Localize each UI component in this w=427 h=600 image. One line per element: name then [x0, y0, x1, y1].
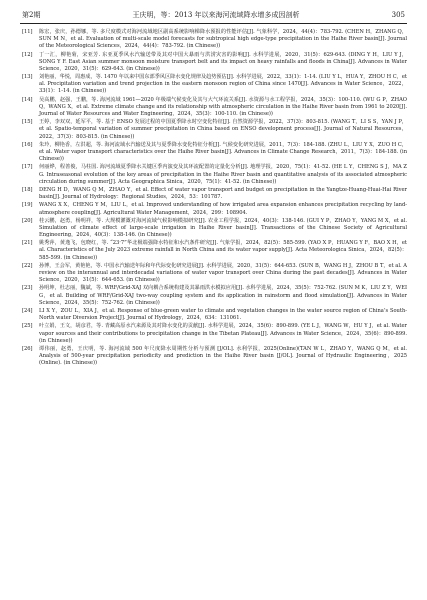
- issue-number: 第2期: [22, 11, 41, 19]
- reference-text: LI X Y，ZOU L，XIA J，et al. Response of blue-green water to climate and vegetation changes in the water source region of China’s South-North water Diversion Project[J]. Journal of Hydrology，2024，634：131061.: [39, 308, 407, 322]
- reference-entry: [20, 323, 407, 344]
- reference-list: [20, 29, 407, 367]
- reference-text: 孙博，王会军，黄艳艳，等. 中国水汽输送年际和年代际变化研究进展[J]. 水科学进展，2020，31(5)：644-653. (SUN B，WANG H J，ZHOU B T，et al. A review on the interannual and interdecadal variations of water vapor transport over China during the past decades[J]. Advances in Water Science，2020，31(5)：644-653. (in Chinese)): [39, 262, 407, 284]
- page-header: [20, 11, 407, 24]
- reference-text: 桂云鹏，赵勇，杨明祥，等. 大规模灌溉对海河流域气候影响模拟研究[J]. 农业工程学报，2024，40(3)：138-146. (GUI Y P，ZHAO Y，YANG M X，et al. Simulation of climate effect of large-scale irrigation in Haihe River basin[J]. Transactions of the Chinese Society of Agricultural Engineering，2024，40(3)：138-146. (in Chinese)): [39, 217, 407, 239]
- reference-number: [23]: [22, 285, 33, 292]
- reference-text: DENG H D，WANG Q M，ZHAO Y，et al. Effect of water vapor transport and budget on precipitation in the Yangtze-Huang-Huai-Hai River basin[J]. Journal of Hydrology：Regional Studies，2024，53：101787.: [39, 186, 407, 201]
- reference-entry: [20, 97, 407, 118]
- reference-text: 姚秀萍，黄逸飞，包晓红，等. “23·7”华北极端强降水特征和水汽条件研究[J]. 气象学报，2024，82(5)：585-599. (YAO X P，HUANG Y F，BAO X H，et al. Characteristics of the July 2023 extreme rainfall in North China and its water vapor supply[J]. Acta Meteorologica Sinica，2024，82(5)：585-599. (in Chinese)): [39, 240, 407, 261]
- reference-text: 何丽烨，程善俊，马柱国. 海河流域夏季降水关键区季内演变及其环流配置的定量化分析[J]. 地理学报，2020，75(1)：41-52. (HE L Y，CHENG S J，MA Z G. Intraseasonal evolution of the key areas of precipitation in the Haihe River basin and quantitative analysis of its associated atmospheric circulation during summer[J]. Acta Geographica Sinica，2020，75(1)：41-52. (in Chinese)): [39, 164, 407, 185]
- running-title: 王庆明，等：2013 年以来海河流域降水增多成因剖析: [132, 11, 300, 19]
- reference-number: [25]: [22, 323, 33, 330]
- reference-number: [13]: [22, 74, 33, 81]
- reference-text: 谭伟丽，赵勇，王庆明，等. 海河流域 500 年尺度降水周期性分析与预测 [J/OL]. 水利学报，2025(Online)(TAN W L，ZHAO Y，WANG Q M，et al. Analysis of 500-year precipitation periodicity and prediction in the Haihe River basin [J/OL]. Journal of Hydraulic Engineering，2025 (Online). (in Chinese)): [39, 345, 407, 367]
- reference-number: [22]: [22, 262, 33, 269]
- reference-entry: [20, 142, 407, 163]
- reference-entry: [20, 285, 407, 306]
- reference-text: 吴高鹏，赵强，王鹏，等. 海河流域 1961—2020 年极端气候变化及其与大气环流关系[J]. 水资源与水工程学报，2024，35(3)：100-110. (WU G P，ZHAO Q，WANG X，et al. Extreme climate change and its relationship with atmospheric circulation in the Haihe River basin from 1961 to 2020[J]. Journal of Water Resources and Water Engineering，2024，35(3)：100-110. (in Chinese)): [39, 96, 407, 117]
- reference-entry: [20, 308, 407, 322]
- reference-entry: [20, 29, 407, 50]
- reference-text: 丁一汇，柳艳菊，宋亚芳. 东亚夏季风水汽输送带及其对中国大暴雨与洪涝灾害的影响[J]. 水科学进展，2020，31(5)：629-643. (DING Y H，LIU Y J，SONG Y F. East Asian summer monsoon moisture transport belt and its impact on heavy rainfalls and floods in China[J]. Advances in Water Science，2020，31(5)：629-643. (in Chinese)): [39, 51, 407, 72]
- reference-number: [14]: [22, 96, 33, 103]
- reference-number: [20]: [22, 217, 33, 224]
- reference-number: [18]: [22, 186, 33, 193]
- reference-entry: [20, 119, 407, 140]
- reference-entry: [20, 52, 407, 73]
- reference-text: 叶立娟，王文，胡彦君，等. 青藏高原水汽来源及其对降水变化的贡献[J]. 水科学进展，2024，35(6)：890-899. (YE L J，WANG W，HU Y J，et al. Water vapor sources and their contributions to precipitation change in the Tibetan Plateau[J]. Advances in Water Science，2024，35(6)：890-899. (in Chinese)): [39, 323, 407, 344]
- reference-text: 孙明坤，杜志丽，魏斌，等. WRF/Grid-XAJ 双向耦合系统构建及其暴雨洪水模拟应用[J]. 水科学进展，2024，35(5)：752-762. (SUN M K，LIU Z Y，WEI G，et al. Building of WRF/Grid-XAJ two-way coupling system and its application in rainstorm and flood simulation[J]. Advances in Water Science，2024，35(5)：752-762. (in Chinese)): [39, 285, 407, 306]
- reference-number: [11]: [22, 29, 33, 35]
- reference-entry: [20, 240, 407, 261]
- reference-number: [12]: [22, 51, 33, 58]
- reference-number: [21]: [22, 240, 33, 247]
- reference-number: [17]: [22, 164, 33, 171]
- reference-text: WANG X X，CHENG Y M，LIU L，et al. Improved understanding of how irrigated area expansion enhances precipitation recycling by land-atmosphere coupling[J]. Agricultural Water Management，2024，299：108904.: [39, 202, 407, 216]
- reference-number: [26]: [22, 345, 33, 352]
- reference-entry: [20, 202, 407, 216]
- reference-entry: [20, 187, 407, 201]
- reference-number: [15]: [22, 119, 33, 126]
- reference-entry: [20, 346, 407, 367]
- reference-text: 陈宏，张庆，孙德娜，等. 多尺度模式对海河流域地区副高系统影响梯降水预报的性能评估[J]. 气象科学，2024，44(4)：783-792. (CHEN H，ZHANG Q，SUN M N，et al. Evaluation of multi-scale model forecasts for subtropical high edge-type precipitation in the Haihe River basin[J]. Journal of the Meteorological Sciences，2024，44(4)：783-792. (in Chinese)): [39, 29, 407, 50]
- reference-text: 刘艳丽，华悦，周惠成，等. 1470 年以来中国东部季风区降水变化规律及趋势预估[J]. 水科学进展，2022，33(1)：1-14. (LIU Y L，HUA Y，ZHOU H C，et al. Precipitation variation and trend projection in the eastern monsoon region of China since 1470[J]. Advances in Water Science，2022，33(1)：1-14. (in Chinese)): [39, 74, 407, 95]
- reference-number: [16]: [22, 141, 33, 148]
- reference-entry: [20, 74, 407, 95]
- reference-text: 朱玲，柳艳香，左洪超，等. 海河流域水汽输送及其与夏季降水变化特征分析[J]. 气候变化研究进展，2011，7(3)：184-188. (ZHU L，LIU Y X，ZUO H C，et al. Water vapor transport characteristics over the Haihe River basin[J]. Advances in Climate Change Research，2011，7(3)：184-188. (in Chinese)): [39, 141, 407, 163]
- reference-text: 王婷，李双双，延军平，等. 基于 ENSO 发展过程的中国夏季降水时空变化特征[J]. 自然资源学报，2022，37(3)：803-815. (WANG T，LI S S，YAN J P，et al. Spatio-temporal variation of summer precipitation in China based on ENSO development process[J]. Journal of Natural Resources，2022，37(3)：803-815. (in Chinese)): [39, 119, 407, 140]
- reference-entry: [20, 218, 407, 239]
- reference-number: [19]: [22, 202, 33, 209]
- reference-entry: [20, 164, 407, 185]
- page-number: 305: [391, 11, 405, 19]
- reference-number: [24]: [22, 308, 33, 314]
- reference-entry: [20, 263, 407, 284]
